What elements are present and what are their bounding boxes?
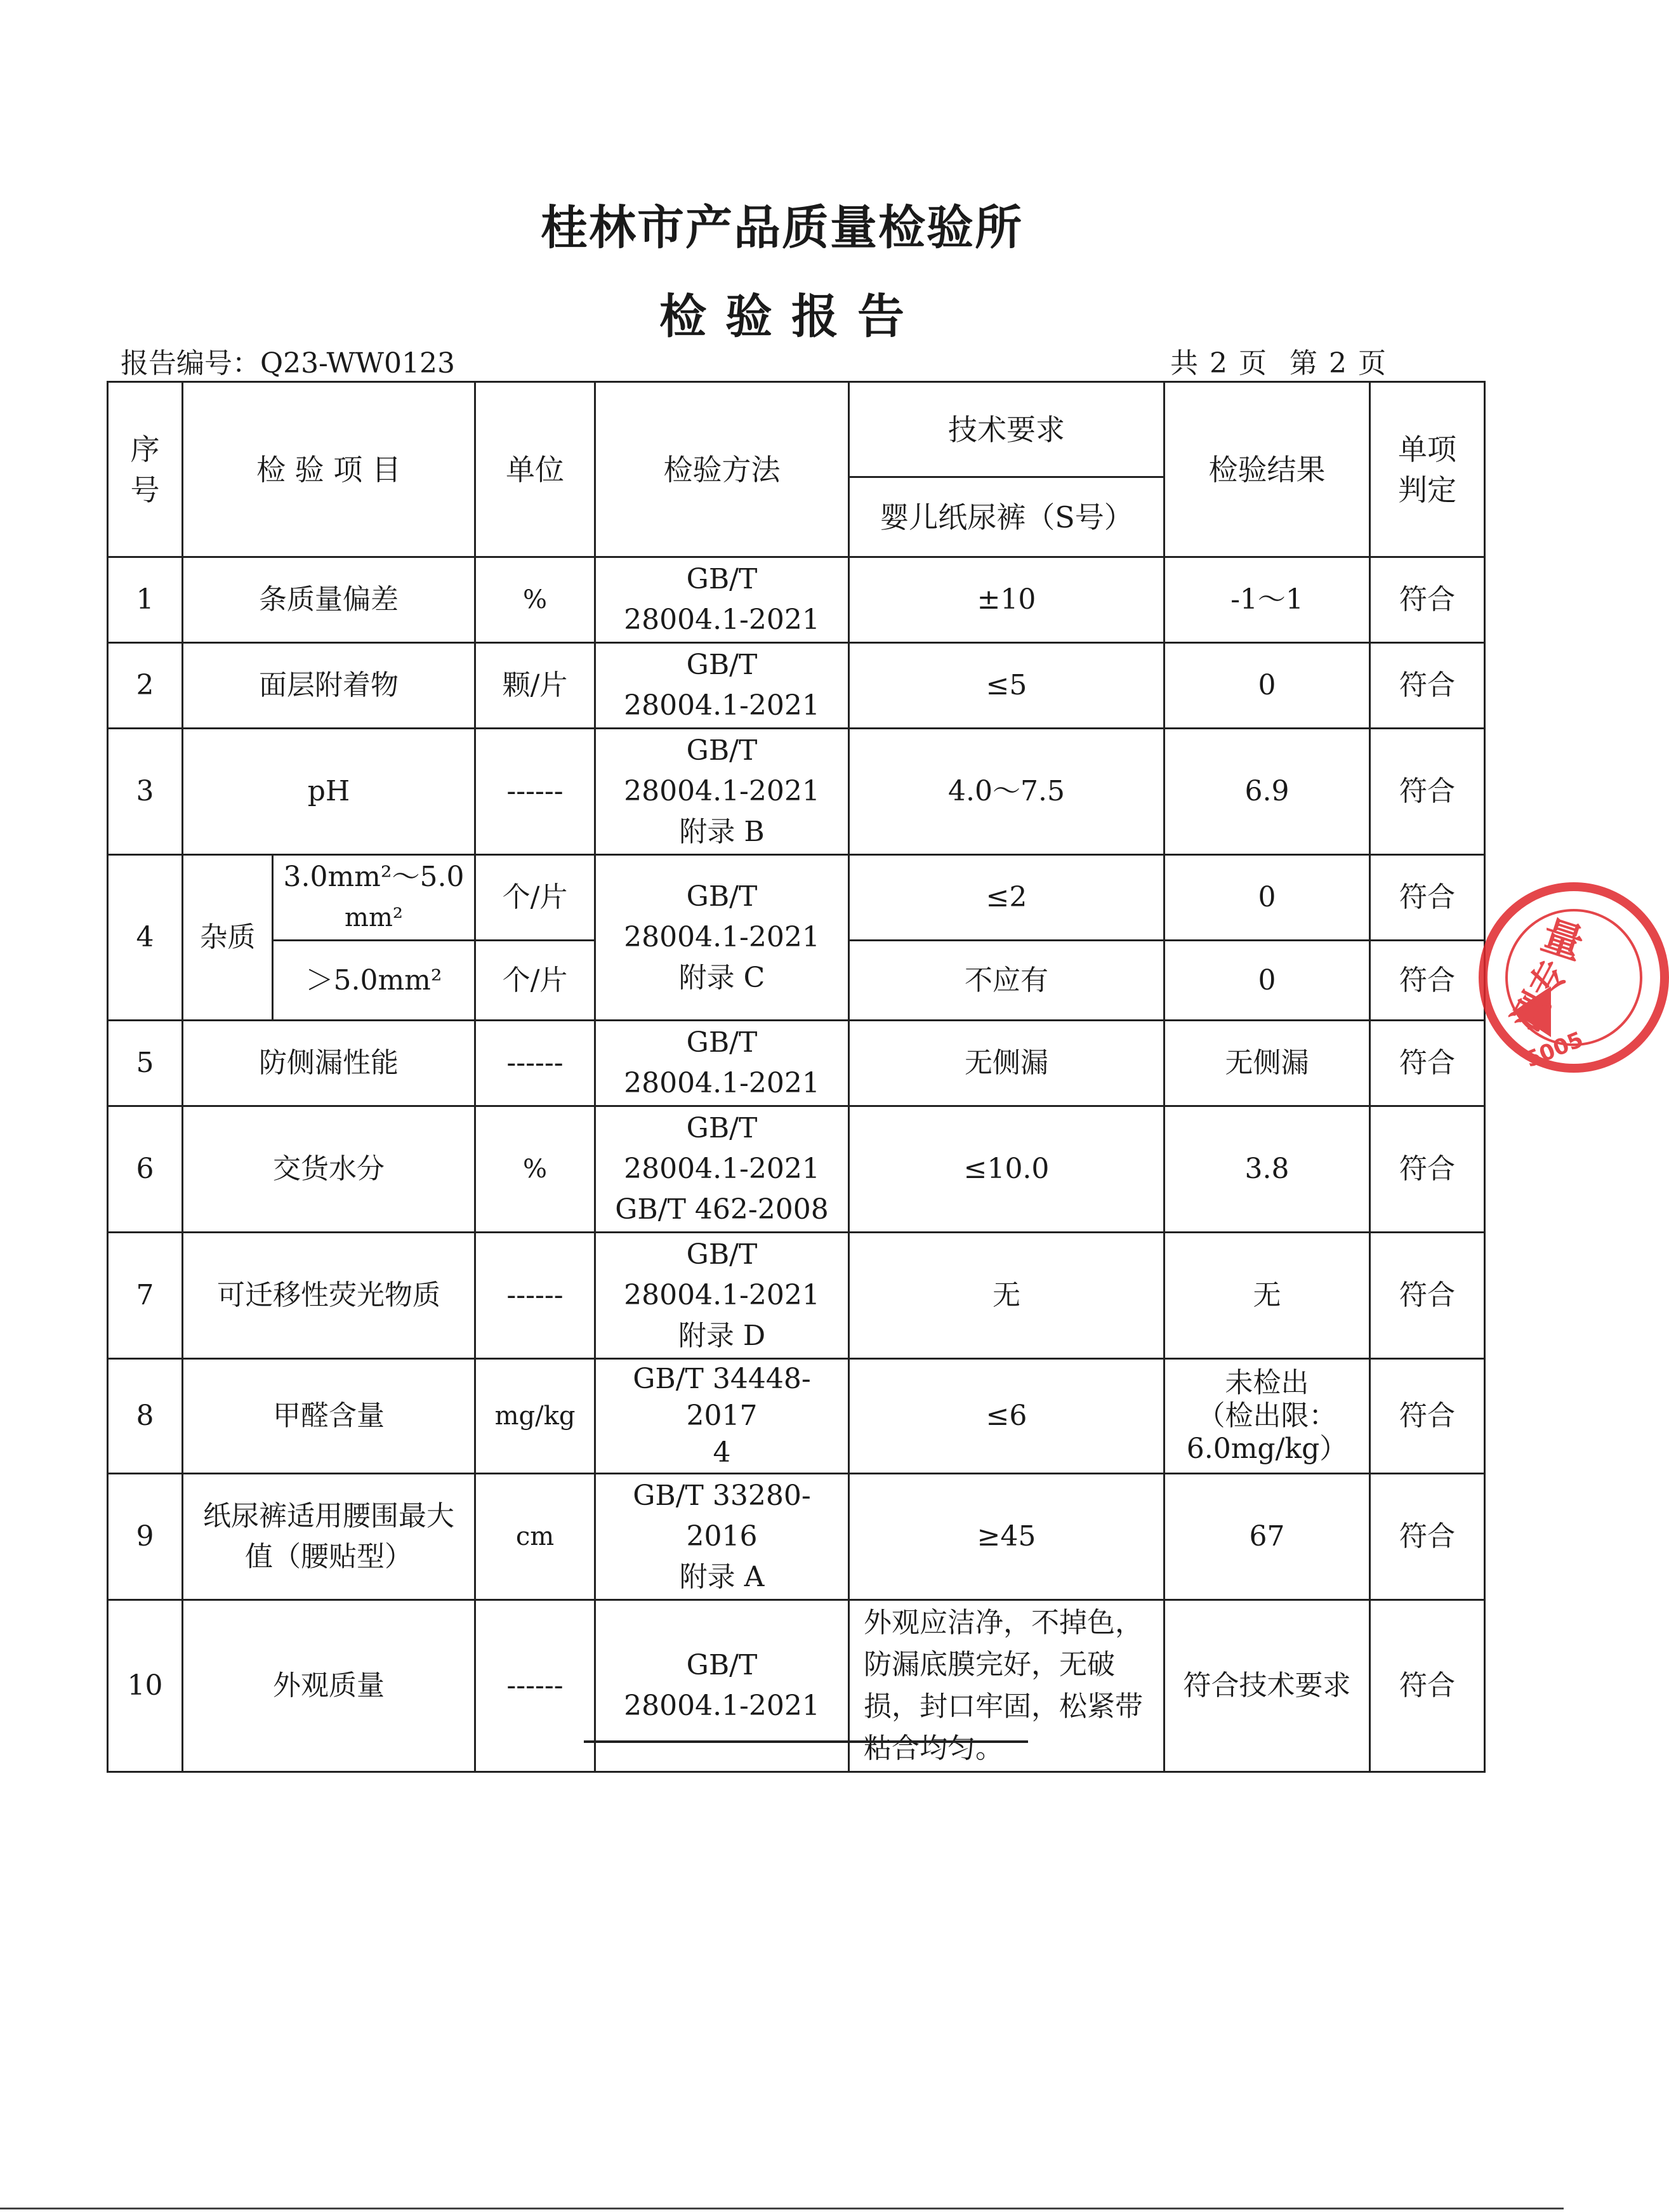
seal-text: 5005 — [1521, 1026, 1587, 1073]
header-product: 婴儿纸尿裤（S号） — [849, 477, 1164, 557]
cell-judgement: 符合 — [1370, 1233, 1485, 1359]
page-bottom-edge — [0, 2208, 1564, 2209]
cell-unit: ------ — [475, 1600, 595, 1772]
cell-requirement: 无 — [849, 1233, 1164, 1359]
cell-result: 未检出 （检出限： 6.0mg/kg） — [1164, 1359, 1370, 1474]
cell-judgement: 符合 — [1370, 855, 1485, 941]
cell-requirement: ≤6 — [849, 1359, 1164, 1474]
table-row — [108, 729, 1485, 855]
cell-subitem: 3.0mm²～5.0 mm² — [273, 855, 475, 941]
cell-seq: 2 — [108, 643, 183, 729]
cell-requirement: 不应有 — [849, 941, 1164, 1021]
cell-judgement: 符合 — [1370, 729, 1485, 855]
end-of-report-line — [584, 1740, 1028, 1743]
cell-result: 无侧漏 — [1164, 1021, 1370, 1106]
cell-judgement: 符合 — [1370, 1106, 1485, 1233]
cell-unit: 个/片 — [475, 941, 595, 1021]
cell-method: GB/T 28004.1-2021 附录 B — [595, 729, 849, 855]
header-seq: 序号 — [108, 382, 183, 557]
cell-method: GB/T 28004.1-2021 GB/T 462-2008 — [595, 1106, 849, 1233]
cell-result: 0 — [1164, 643, 1370, 729]
table-row — [108, 1106, 1485, 1233]
cell-item: 杂质 — [183, 855, 273, 1021]
cell-method: GB/T 28004.1-2021 — [595, 1600, 849, 1772]
header-item: 检 验 项 目 — [183, 382, 475, 557]
cell-method: GB/T 28004.1-2021 — [595, 643, 849, 729]
table-row — [108, 1021, 1485, 1106]
header-unit: 单位 — [475, 382, 595, 557]
cell-unit: cm — [475, 1474, 595, 1600]
cell-item: pH — [183, 729, 475, 855]
cell-item: 纸尿裤适用腰围最大 值（腰贴型） — [183, 1474, 475, 1600]
table-row — [108, 1600, 1485, 1772]
cell-seq: 5 — [108, 1021, 183, 1106]
cell-item: 防侧漏性能 — [183, 1021, 475, 1106]
cell-requirement: ≤10.0 — [849, 1106, 1164, 1233]
cell-judgement: 符合 — [1370, 1474, 1485, 1600]
org-title: 桂林市产品质量检验所 — [541, 201, 1023, 255]
table-row — [108, 1474, 1485, 1600]
cell-result: 0 — [1164, 941, 1370, 1021]
report-number — [121, 340, 455, 381]
cell-result: 无 — [1164, 1233, 1370, 1359]
doc-title-char: 报 — [791, 289, 838, 344]
cell-judgement: 符合 — [1370, 1359, 1485, 1474]
header-requirement: 技术要求 — [849, 382, 1164, 477]
cell-seq: 10 — [108, 1600, 183, 1772]
cell-judgement: 符合 — [1370, 1600, 1485, 1772]
cell-result: 6.9 — [1164, 729, 1370, 855]
cell-method: GB/T 28004.1-2021 — [595, 557, 849, 643]
cell-unit: ------ — [475, 729, 595, 855]
cell-method: GB/T 28004.1-2021 附录 C — [595, 855, 849, 1021]
page-current: 2 — [1329, 347, 1347, 380]
cell-requirement: 4.0～7.5 — [849, 729, 1164, 855]
page-unit: 页 — [1239, 347, 1267, 380]
cell-judgement: 符合 — [1370, 557, 1485, 643]
cell-unit: ------ — [475, 1021, 595, 1106]
report-number-value: Q23-WW0123 — [260, 347, 455, 380]
seal-text: 量 — [1536, 911, 1590, 969]
cell-method: GB/T 33280-2016 附录 A — [595, 1474, 849, 1600]
cell-method: GB/T 28004.1-2021 — [595, 1021, 849, 1106]
inspection-table — [107, 381, 1486, 1773]
table-row — [108, 855, 1485, 941]
cell-requirement: ≤5 — [849, 643, 1164, 729]
cell-requirement: ±10 — [849, 557, 1164, 643]
page-unit: 页 — [1358, 347, 1386, 380]
cell-unit: ------ — [475, 1233, 595, 1359]
cell-requirement: ≤2 — [849, 855, 1164, 941]
page-total-label: 共 — [1170, 347, 1198, 380]
cell-unit: 颗/片 — [475, 643, 595, 729]
cell-method: GB/T 34448-2017 4 — [595, 1359, 849, 1474]
cell-item: 可迁移性荧光物质 — [183, 1233, 475, 1359]
cell-requirement: ≥45 — [849, 1474, 1164, 1600]
cell-item: 面层附着物 — [183, 643, 475, 729]
cell-result: 符合技术要求 — [1164, 1600, 1370, 1772]
doc-title-char: 检 — [659, 289, 706, 344]
cell-seq: 9 — [108, 1474, 183, 1600]
cell-result: -1～1 — [1164, 557, 1370, 643]
doc-title-char: 告 — [857, 289, 904, 344]
header-judgement: 单项判定 — [1370, 382, 1485, 557]
cell-seq: 6 — [108, 1106, 183, 1233]
cell-item: 交货水分 — [183, 1106, 475, 1233]
cell-seq: 1 — [108, 557, 183, 643]
cell-result: 0 — [1164, 855, 1370, 941]
cell-subitem: ＞5.0mm² — [273, 941, 475, 1021]
cell-item: 甲醛含量 — [183, 1359, 475, 1474]
cell-requirement: 外观应洁净，不掉色， 防漏底膜完好，无破 损，封口牢固，松紧带 粘合均匀。 — [849, 1600, 1164, 1772]
cell-item: 外观质量 — [183, 1600, 475, 1772]
doc-title — [0, 279, 1564, 347]
page-info — [1170, 340, 1386, 381]
cell-unit: 个/片 — [475, 855, 595, 941]
cell-judgement: 符合 — [1370, 941, 1485, 1021]
page-current-label: 第 — [1290, 347, 1317, 380]
cell-method: GB/T 28004.1-2021 附录 D — [595, 1233, 849, 1359]
table-row — [108, 1233, 1485, 1359]
table-row — [108, 643, 1485, 729]
table-row — [108, 557, 1485, 643]
cell-seq: 4 — [108, 855, 183, 1021]
cell-unit: % — [475, 557, 595, 643]
header-method: 检验方法 — [595, 382, 849, 557]
seal-text: 测专 — [1503, 953, 1576, 1038]
cell-judgement: 符合 — [1370, 643, 1485, 729]
header-result: 检验结果 — [1164, 382, 1370, 557]
cell-requirement: 无侧漏 — [849, 1021, 1164, 1106]
cell-unit: mg/kg — [475, 1359, 595, 1474]
cell-seq: 8 — [108, 1359, 183, 1474]
report-number-label: 报告编号： — [121, 347, 260, 380]
cell-result: 67 — [1164, 1474, 1370, 1600]
official-seal — [1479, 882, 1669, 1073]
cell-seq: 7 — [108, 1233, 183, 1359]
cell-result: 3.8 — [1164, 1106, 1370, 1233]
table-row — [108, 1359, 1485, 1474]
page-total: 2 — [1210, 347, 1227, 380]
cell-seq: 3 — [108, 729, 183, 855]
doc-title-char: 验 — [725, 289, 772, 344]
cell-unit: % — [475, 1106, 595, 1233]
cell-judgement: 符合 — [1370, 1021, 1485, 1106]
cell-item: 条质量偏差 — [183, 557, 475, 643]
